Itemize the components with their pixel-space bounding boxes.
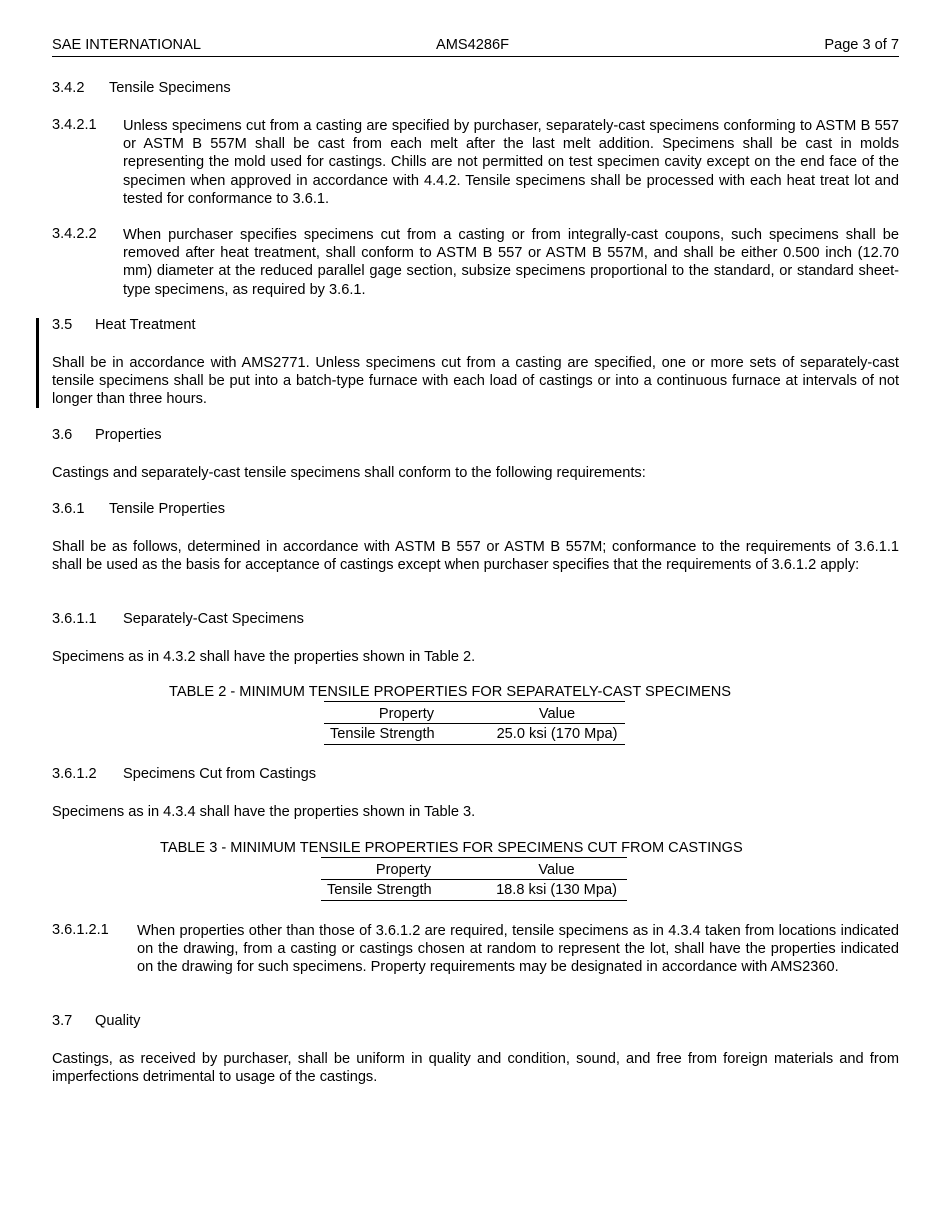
section-number: 3.4.2.1 [52, 117, 97, 133]
table-3-caption: TABLE 3 - MINIMUM TENSILE PROPERTIES FOR SPECIMENS CUT FROM CASTINGS [160, 840, 743, 856]
section-3-5-text: Shall be in accordance with AMS2771. Unless specimens cut from a casting are specified, one or more sets of separately-cast tensile specimens shall be put into a batch-type furnace with each load of castings or into a continuous furnace at intervals of not longer than three hours. [52, 355, 899, 408]
table-3-top-rule [321, 857, 627, 858]
table-cell-property: Tensile Strength [324, 724, 489, 745]
section-3-5-heading: 3.5 Heat Treatment [52, 317, 196, 333]
document-page [52, 36, 899, 1086]
table-header-property: Property [324, 704, 489, 724]
table-row [321, 880, 627, 901]
section-3-6-1-text: Shall be as follows, determined in accordance with ASTM B 557 or ASTM B 557M; conformance to the requirements of 3.6.1.1 shall be used as the basis for acceptance of castings except when purchaser specifies that the requirements of 3.6.1.2 apply: [52, 539, 899, 574]
table-cell-value: 25.0 ksi (170 Mpa) [489, 724, 625, 745]
section-number: 3.4.2.2 [52, 226, 97, 242]
section-3-6-1-2-text: Specimens as in 4.3.4 shall have the properties shown in Table 3. [52, 804, 476, 820]
page-header [52, 36, 899, 57]
table-cell-property: Tensile Strength [321, 880, 486, 901]
table-cell-value: 18.8 ksi (130 Mpa) [486, 880, 627, 901]
section-text: Unless specimens cut from a casting are specified by purchaser, separately-cast specimens conforming to ASTM B 557 or ASTM B 557M shall be cast from each melt after the last melt addition. Specimens shall be cast in molds representing the mold used for castings. Chills are not permitted on test specimen cavity except on the end face of the specimen when approved in accordance with 4.4.2. Tensile specimens shall be processed with each heat treat lot and tested for conformance to 3.6.1. [123, 118, 899, 207]
header-page-number: Page 3 of 7 [824, 37, 899, 53]
section-text: When purchaser specifies specimens cut from a casting or from integrally-cast coupons, such specimens shall be removed after heat treatment, shall conform to ASTM B 557 or ASTM B 557M, and shall be either 0.500 inch (12.70 mm) diameter at the reduced parallel gage section, subsize specimens proportional to the standard, or standard sheet-type specimens, as required by 3.6.1. [123, 227, 899, 298]
table-header-row [324, 704, 625, 724]
table-row [324, 724, 625, 745]
section-3-6-heading: 3.6 Properties [52, 427, 162, 443]
table-2 [324, 704, 625, 745]
section-3-4-2-heading: 3.4.2 Tensile Specimens [52, 80, 231, 96]
revision-change-bar [36, 318, 39, 408]
section-text: When properties other than those of 3.6.1.2 are required, tensile specimens as in 4.3.4 taken from locations indicated on the drawing, from a casting or castings chosen at random to represent the lot, shall have the properties indicated on the drawing for such specimens. Property requirements may be designated in accordance with AMS2360. [137, 923, 899, 976]
table-2-caption: TABLE 2 - MINIMUM TENSILE PROPERTIES FOR SEPARATELY-CAST SPECIMENS [169, 684, 731, 700]
table-header-property: Property [321, 860, 486, 880]
header-doc-id: AMS4286F [436, 37, 510, 53]
section-3-7-heading: 3.7 Quality [52, 1013, 141, 1029]
section-3-6-1-1-heading: 3.6.1.1 Separately-Cast Specimens [52, 611, 304, 627]
table-header-value: Value [486, 860, 627, 880]
section-3-6-1-heading: 3.6.1 Tensile Properties [52, 501, 225, 517]
section-3-6-1-1-text: Specimens as in 4.3.2 shall have the properties shown in Table 2. [52, 649, 476, 665]
table-3 [321, 860, 627, 901]
section-number: 3.6.1.2.1 [52, 922, 109, 938]
section-3-6-text: Castings and separately-cast tensile specimens shall conform to the following requirements: [52, 465, 646, 481]
section-3-7-text: Castings, as received by purchaser, shall be uniform in quality and condition, sound, and free from foreign materials and from imperfections detrimental to usage of the castings. [52, 1051, 899, 1086]
table-header-row [321, 860, 627, 880]
section-3-6-1-2-heading: 3.6.1.2 Specimens Cut from Castings [52, 766, 317, 782]
table-header-value: Value [489, 704, 625, 724]
table-2-top-rule [324, 701, 625, 702]
header-org: SAE INTERNATIONAL [52, 37, 201, 53]
